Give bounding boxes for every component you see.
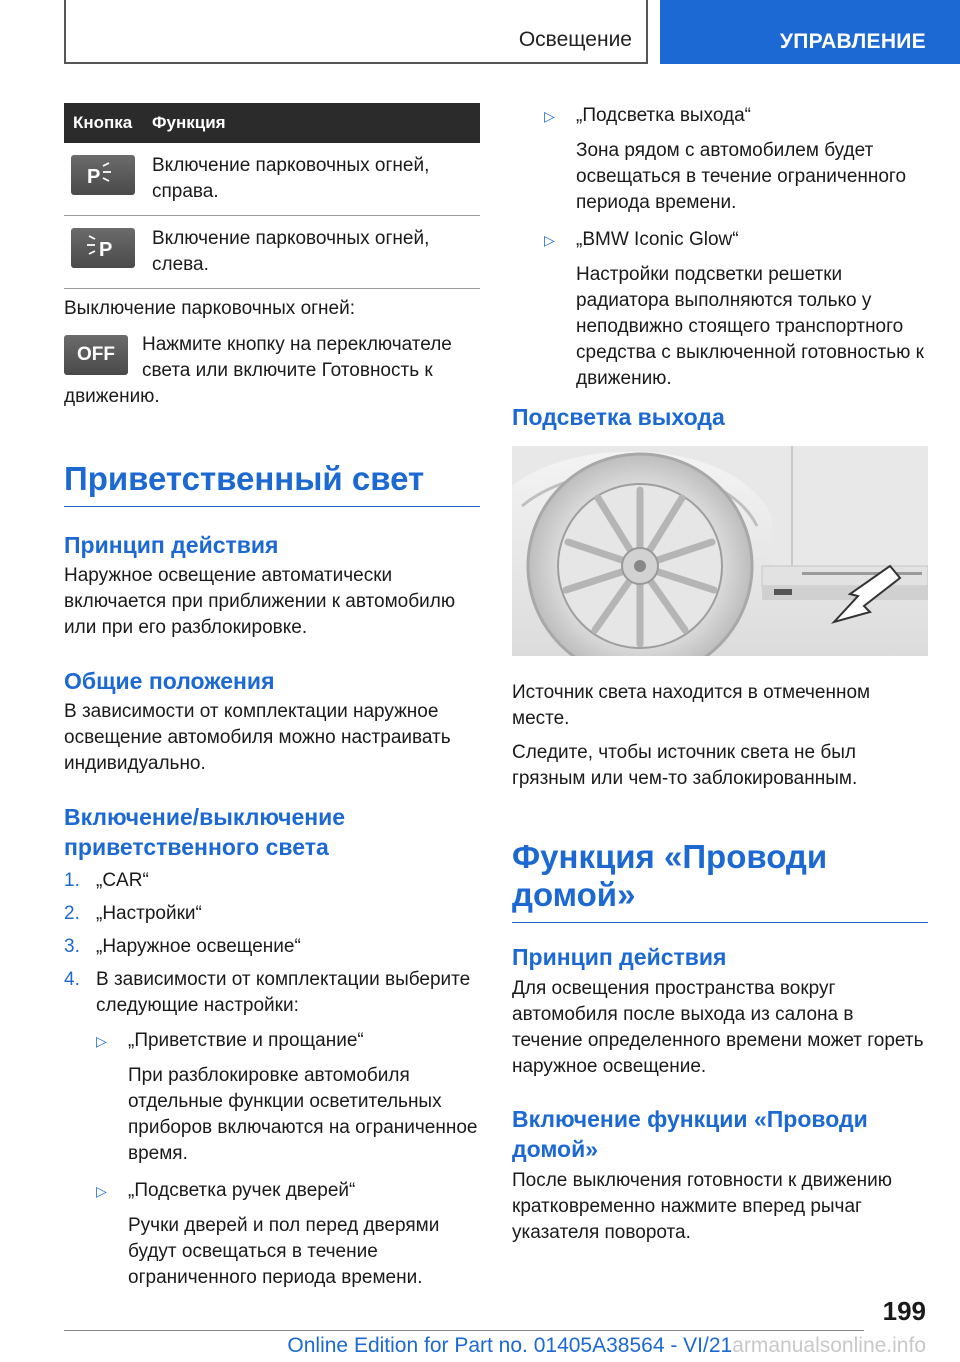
follow-me-principle-title: Принцип действия xyxy=(512,944,727,970)
list-item xyxy=(64,934,480,960)
option-text: При разблокировке автомобиля отдельные функции осветительных приборов включаются на ограниченное время. xyxy=(128,1065,478,1164)
step-number: 3. xyxy=(64,936,80,957)
button-function-table xyxy=(64,103,480,289)
option-title: „BMW Iconic Glow“ xyxy=(576,229,739,250)
parking-off-block xyxy=(64,296,480,410)
footer-watermark: armanualsonline.info xyxy=(732,1334,926,1357)
table-row xyxy=(64,216,480,289)
welcome-general-title: Общие положения xyxy=(64,668,275,694)
option-title: „Подсветка выхода“ xyxy=(576,105,751,126)
parking-light-right-icon xyxy=(71,155,135,195)
footer-divider xyxy=(64,1330,864,1331)
option-desc-row xyxy=(544,262,928,392)
off-button-icon xyxy=(64,335,128,375)
svg-text:P: P xyxy=(87,166,101,188)
follow-me-title: Функция «Проводи домой» xyxy=(512,838,928,923)
step-text: „Настройки“ xyxy=(96,903,202,924)
step-text: „CAR“ xyxy=(96,870,149,891)
header-chapter-title: УПРАВЛЕНИЕ xyxy=(779,30,926,53)
option-text: Зона рядом с автомобилем будет освещаться в течение ограниченного периода времени. xyxy=(576,140,907,213)
welcome-general-block xyxy=(64,699,480,777)
step-text: „Наружное освещение“ xyxy=(96,936,301,957)
header-chapter-tab xyxy=(660,0,960,64)
table-header-function: Функция xyxy=(152,113,226,132)
welcome-onoff-title: Включение/выключение приветственного света xyxy=(64,804,346,860)
parking-off-intro: Выключение парковочных огней: xyxy=(64,298,356,319)
bullet-triangle-icon: ▷ xyxy=(544,232,555,248)
follow-me-enable-text: После выключения готовности к движению кратковременно нажмите вперед рычаг указателя поворота. xyxy=(512,1170,892,1243)
welcome-steps-list xyxy=(64,868,480,1291)
table-cell-function: Включение парковочных огней, справа. xyxy=(152,155,430,202)
exit-light-illustration xyxy=(512,446,928,656)
list-item xyxy=(96,1178,480,1204)
bullet-triangle-icon: ▷ xyxy=(96,1033,107,1049)
follow-me-enable-block xyxy=(512,1168,928,1246)
header-section-title: Освещение xyxy=(518,28,632,51)
option-desc-row xyxy=(96,1213,480,1291)
exit-light-note: Следите, чтобы источник света не был грязным или чем-то заблокированным. xyxy=(512,742,858,789)
list-item xyxy=(544,103,928,129)
list-item xyxy=(64,901,480,927)
parking-off-text: Нажмите кнопку на переключателе света или включите Готовность к движению. xyxy=(64,334,452,407)
footer-edition-text: Online Edition for Part no. 01405A38564 - VI/21 xyxy=(287,1334,733,1357)
bullet-triangle-icon: ▷ xyxy=(544,108,555,124)
parking-light-left-icon xyxy=(71,228,135,268)
exit-light-caption: Источник света находится в отмеченном месте. xyxy=(512,682,871,729)
option-text: Ручки дверей и пол перед дверями будут освещаться в течение ограниченного периода времени. xyxy=(128,1215,440,1288)
step-number: 1. xyxy=(64,870,80,891)
step-number: 4. xyxy=(64,969,80,990)
follow-me-enable-title: Включение функции «Проводи домой» xyxy=(512,1106,868,1162)
welcome-light-title: Приветственный свет xyxy=(64,460,480,507)
welcome-principle-text: Наружное освещение автоматически включается при приближении к автомобилю или при его разблокировке. xyxy=(64,565,456,638)
header-section-box xyxy=(64,0,648,64)
table-header xyxy=(64,103,480,143)
table-cell-function: Включение парковочных огней, слева. xyxy=(152,228,430,275)
list-item xyxy=(64,868,480,894)
follow-me-principle-text: Для освещения пространства вокруг автомобиля после выхода из салона в течение определенного времени может гореть наружное освещение. xyxy=(512,978,924,1077)
option-desc-row xyxy=(544,138,928,216)
option-desc-row xyxy=(96,1063,480,1167)
option-text: Настройки подсветки решетки радиатора выполняются только у неподвижно стоящего транспортного средства с выключенной готовностью к движению. xyxy=(576,264,924,389)
exit-light-title: Подсветка выхода xyxy=(512,404,725,430)
exit-light-text-block xyxy=(512,680,928,792)
list-item xyxy=(96,1028,480,1054)
welcome-options-continued xyxy=(512,103,928,392)
table-row xyxy=(64,143,480,216)
step-number: 2. xyxy=(64,903,80,924)
list-item xyxy=(64,967,480,1019)
footer-edition xyxy=(287,1334,926,1358)
welcome-principle-block xyxy=(64,563,480,641)
svg-text:P: P xyxy=(99,239,113,261)
list-item xyxy=(544,227,928,253)
welcome-principle-title: Принцип действия xyxy=(64,532,279,558)
follow-me-principle-block xyxy=(512,976,928,1080)
option-title: „Приветствие и прощание“ xyxy=(128,1030,364,1051)
page-number: 199 xyxy=(882,1296,926,1326)
table-header-button: Кнопка xyxy=(73,113,133,132)
bullet-triangle-icon: ▷ xyxy=(96,1183,107,1199)
car-wheel-illustration xyxy=(512,446,928,656)
step-text: В зависимости от комплектации выберите следующие настройки: xyxy=(96,969,471,1016)
option-title: „Подсветка ручек дверей“ xyxy=(128,1180,356,1201)
welcome-general-text: В зависимости от комплектации наружное освещение автомобиля можно настраивать индивидуально. xyxy=(64,701,451,774)
off-button-label: OFF xyxy=(77,344,115,365)
